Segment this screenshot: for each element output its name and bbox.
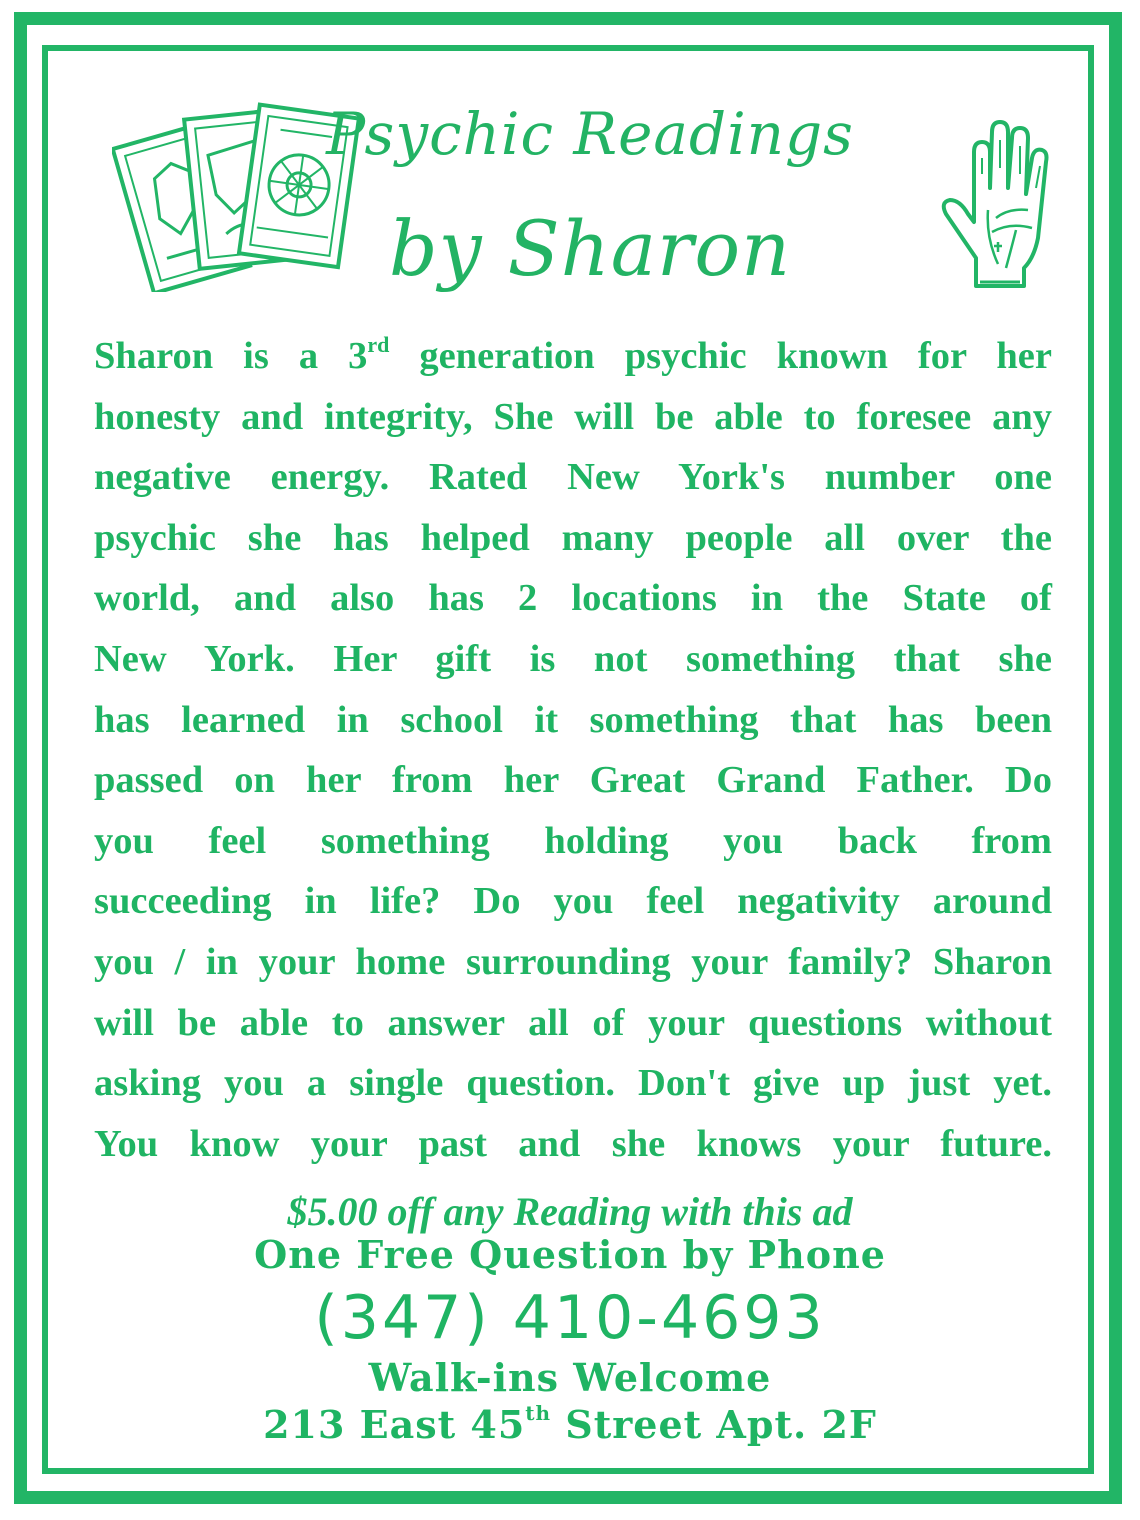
walk-ins-notice: Walk-ins Welcome (368, 1355, 772, 1400)
phone-number: (347) 410-4693 (314, 1283, 826, 1353)
description-paragraph (94, 326, 1052, 1174)
body-line-8: passed on her from her Great Grand Father. Do (94, 759, 1052, 802)
body-line-1-start: Sharon is a 3 (94, 335, 368, 377)
body-line-12: will be able to answer all of your questions without (94, 1001, 1052, 1044)
body-line-7: has learned in school it something that has been (94, 698, 1052, 741)
address-superscript: th (525, 1401, 552, 1425)
body-line-6: New York. Her gift is not something that she (94, 637, 1052, 680)
address (0, 1402, 1140, 1447)
title-line-1: Psychic Readings (326, 100, 854, 168)
body-line-5: world, and also has 2 locations in the State of (94, 577, 1052, 620)
body-line-14: You know your past and she knows your future. (94, 1122, 1052, 1165)
address-rest: Street Apt. 2F (551, 1402, 877, 1447)
body-line-3: negative energy. Rated New York's number one (94, 456, 1052, 499)
body-line-1-rest: generation psychic known for her (389, 335, 1052, 377)
body-line-9: you feel something holding you back from (94, 819, 1052, 862)
free-question-offer: One Free Question by Phone (254, 1232, 886, 1277)
body-line-11: you / in your home surrounding your family? Sharon (94, 940, 1052, 983)
body-line-1-superscript: rd (367, 332, 390, 357)
body-line-4: psychic she has helped many people all over the (94, 516, 1052, 559)
body-line-10: succeeding in life? Do you feel negativity around (94, 880, 1052, 923)
discount-offer: $5.00 off any Reading with this ad (287, 1189, 853, 1234)
body-line-1 (94, 326, 1052, 387)
body-line-13: asking you a single question. Don't give up just yet. (94, 1062, 1052, 1105)
address-start: 213 East 45 (263, 1402, 526, 1447)
title-line-2: by Sharon (388, 204, 792, 293)
body-line-2: honesty and integrity, She will be able to foresee any (94, 395, 1052, 438)
